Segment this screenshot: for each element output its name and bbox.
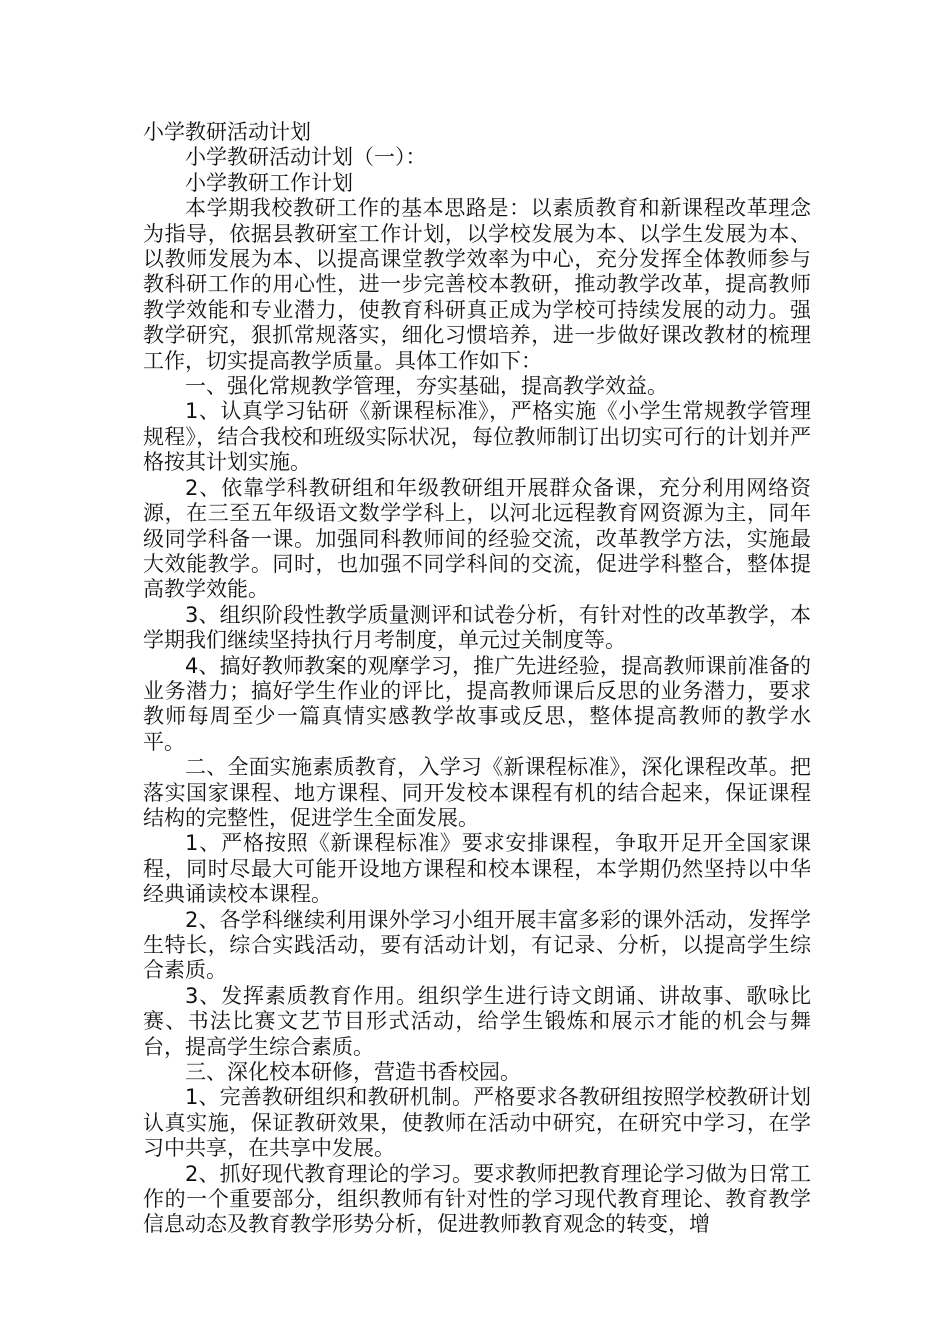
paragraph-item: 3、发挥素质教育作用。组织学生进行诗文朗诵、讲故事、歌咏比赛、书法比赛文艺节目形式活动，给学生锻炼和展示才能的机会与舞台，提高学生综合素质。 [143, 983, 811, 1059]
document-title: 小学教研活动计划 [143, 120, 311, 144]
document-body [143, 120, 811, 1238]
section-heading-2: 二、全面实施素质教育，入学习《新课程标准》，深化课程改革。把落实国家课程、地方课程、同开发校本课程有机的结合起来，保证课程结构的完整性，促进学生全面发展。 [143, 755, 811, 830]
paragraph-item: 1、认真学习钻研《新课程标准》，严格实施《小学生常规教学管理规程》，结合我校和班级实际状况，每位教师制订出切实可行的计划并严格按其计划实施。 [143, 399, 811, 475]
document-subtitle: 小学教研活动计划（一）： [185, 145, 427, 170]
paragraph-item: 2、各学科继续利用课外学习小组开展丰富多彩的课外活动，发挥学生特长，综合实践活动，要有活动计划，有记录、分析，以提高学生综合素质。 [143, 907, 811, 983]
paragraph-intro: 本学期我校教研工作的基本思路是：以素质教育和新课程改革理念为指导，依据县教研室工作计划，以学校发展为本、以学生发展为本、以教师发展为本、以提高课堂教学效率为中心，充分发挥全体教师参与教科研工作的用心性，进一步完善校本教研，推动教学改革，提高教师教学效能和专业潜力，使教育科研真正成为学校可持续发展的动力。强教学研究，狠抓常规落实，细化习惯培养，进一步做好课改教材的梳理工作，切实提高教学质量。具体工作如下： [143, 196, 811, 373]
paragraph-item: 4、搞好教师教案的观摩学习，推广先进经验，提高教师课前准备的业务潜力；搞好学生作业的评比，提高教师课后反思的业务潜力，要求教师每周至少一篇真情实感教学故事或反思，整体提高教师的教学水平。 [143, 653, 811, 754]
paragraph-item: 3、组织阶段性教学质量测评和试卷分析，有针对性的改革教学，本学期我们继续坚持执行月考制度，单元过关制度等。 [143, 602, 811, 653]
document-heading: 小学教研工作计划 [185, 170, 353, 195]
paragraph-item: 1、严格按照《新课程标准》要求安排课程，争取开足开全国家课程，同时尽最大可能开设地方课程和校本课程，本学期仍然坚持以中华经典诵读校本课程。 [143, 831, 811, 907]
paragraph-item: 1、完善教研组织和教研机制。严格要求各教研组按照学校教研计划认真实施，保证教研效果，使教师在活动中研究，在研究中学习，在学习中共享，在共享中发展。 [143, 1085, 811, 1161]
section-heading-3: 三、深化校本研修，营造书香校园。 [185, 1060, 521, 1085]
paragraph-item: 2、抓好现代教育理论的学习。要求教师把教育理论学习做为日常工作的一个重要部分，组织教师有针对性的学习现代教育理论、教育教学信息动态及教育教学形势分析，促进教师教育观念的转变，增 [143, 1161, 811, 1237]
paragraph-item: 2、依靠学科教研组和年级教研组开展群众备课，充分利用网络资源，在三至五年级语文数学学科上，以河北远程教育网资源为主，同年级同学科备一课。加强同科教师间的经验交流，改革教学方法，实施最大效能教学。同时，也加强不同学科间的交流，促进学科整合，整体提高教学效能。 [143, 475, 811, 602]
section-heading-1: 一、强化常规教学管理，夯实基础，提高教学效益。 [185, 374, 668, 399]
